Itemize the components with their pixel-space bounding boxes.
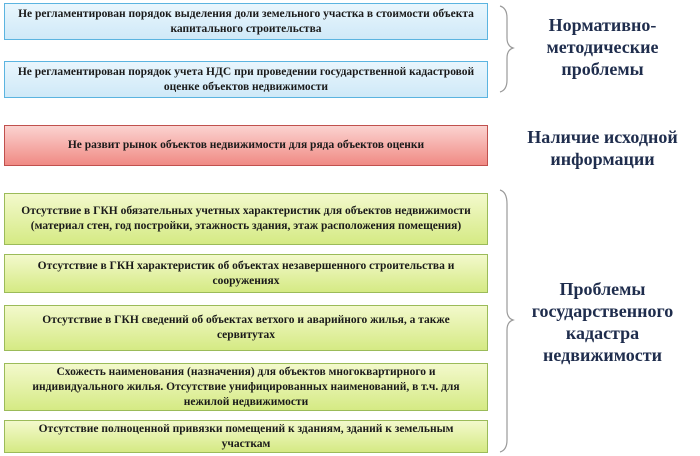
problem-text: Схожесть наименования (назначения) для объектов многоквартирного и индивидуального жилья. Отсутствие унифицированных наименований, в т.ч. для нежилой недвижимости — [32, 365, 460, 408]
problem-text: Отсутствие в ГКН обязательных учетных характеристик для объектов недвижимости (материал стен, год постройки, этажность здания, этаж расположения помещения) — [21, 205, 471, 232]
problem-text: Отсутствие в ГКН характеристик об объектах незавершенного строительства и сооружениях — [37, 259, 455, 287]
group-heading-cadastre: Проблемы государственного кадастра недвижимости — [531, 279, 674, 365]
problem-text: Отсутствие в ГКН сведений об объектах ветхого и аварийного жилья, а также сервитутах — [42, 314, 450, 341]
problem-text: Отсутствие полноценной привязки помещений к зданиям, зданий к земельным участкам — [38, 422, 454, 450]
problem-text: Не регламентирован порядок выделения доли земельного участка в стоимости объекта капитального строительства — [18, 7, 474, 35]
group-heading-source-info: Наличие исходной информации — [527, 127, 678, 169]
group-heading-normative: Нормативно- методические проблемы — [546, 15, 659, 79]
problem-text: Не регламентирован порядок учета НДС при проведении государственной кадастровой оценке объектов недвижимости — [17, 65, 475, 93]
problem-text: Не развит рынок объектов недвижимости для ряда объектов оценки — [67, 139, 425, 151]
